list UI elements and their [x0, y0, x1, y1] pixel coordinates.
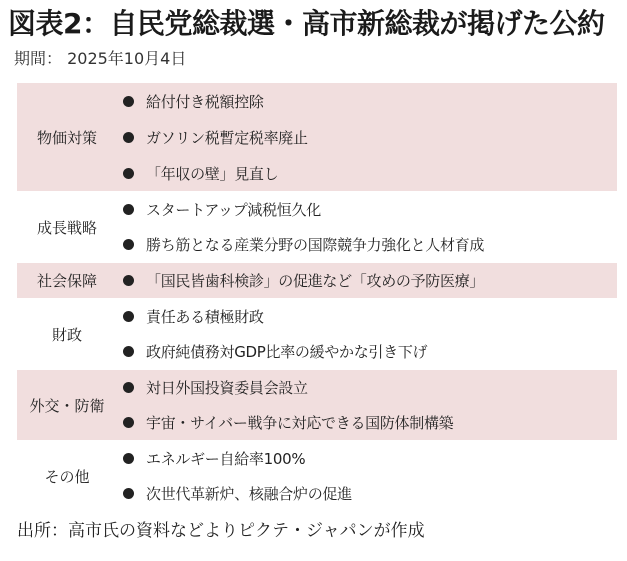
- list-item: [117, 476, 617, 511]
- list-item: [117, 405, 617, 440]
- pledge-group-fiscal: [17, 298, 617, 369]
- category-label: 物価対策: [36, 128, 97, 147]
- category-label: 社会保障: [36, 272, 97, 290]
- list-item: [117, 192, 617, 227]
- date-label: 期間： 2025年10月4日: [14, 49, 187, 68]
- bullet-icon: [123, 168, 134, 179]
- list-item: [117, 227, 617, 262]
- list-item: [117, 334, 617, 369]
- list-item: [117, 441, 617, 476]
- bullet-icon: [123, 488, 134, 499]
- pledge-list: [117, 263, 617, 298]
- bullet-icon: [123, 346, 134, 357]
- pledge-text: 勝ち筋となる産業分野の国際競争力強化と人材育成: [146, 236, 485, 254]
- pledge-text: ガソリン税暫定税率廃止: [146, 128, 308, 147]
- list-item: [117, 299, 617, 334]
- list-item: [117, 83, 617, 119]
- pledge-text: 対日外国投資委員会設立: [146, 379, 308, 397]
- pledge-group-price-measures: [17, 83, 617, 191]
- pledge-text: 「年収の壁」見直し: [146, 164, 279, 183]
- pledge-text: 次世代革新炉、核融合炉の促進: [146, 485, 352, 503]
- pledge-group-social-security: [17, 262, 617, 298]
- category-label: 財政: [51, 325, 82, 344]
- pledge-text: 責任ある積極財政: [146, 308, 264, 326]
- pledge-list: [117, 83, 617, 191]
- pledge-text: 給付付き税額控除: [146, 92, 264, 111]
- figure-title: 図表2：自民党総裁選・高市新総裁が掲げた公約: [8, 7, 605, 40]
- list-item: [117, 155, 617, 191]
- list-item: [117, 119, 617, 155]
- pledge-text: 「国民皆歯科検診」の促進など「攻めの予防医療」: [146, 272, 485, 290]
- pledge-text: 宇宙・サイバー戦争に対応できる国防体制構築: [146, 414, 454, 432]
- bullet-icon: [123, 453, 134, 464]
- bullet-icon: [123, 417, 134, 428]
- list-item: [117, 370, 617, 405]
- pledge-group-other: [17, 440, 617, 511]
- pledge-list: [117, 370, 617, 440]
- bullet-icon: [123, 311, 134, 322]
- source-note: 出所：高市氏の資料などよりピクテ・ジャパンが作成: [17, 521, 425, 541]
- bullet-icon: [123, 96, 134, 107]
- bullet-icon: [123, 204, 134, 215]
- pledge-group-growth-strategy: [17, 191, 617, 262]
- category-label: 成長戦略: [36, 218, 97, 237]
- pledge-group-diplomacy-defense: [17, 369, 617, 440]
- bullet-icon: [123, 275, 134, 286]
- pledge-table: [17, 83, 617, 511]
- category-label: 外交・防衛: [29, 396, 105, 415]
- bullet-icon: [123, 132, 134, 143]
- bullet-icon: [123, 382, 134, 393]
- pledge-list: [117, 441, 617, 511]
- pledge-text: 政府純債務対GDP比率の緩やかな引き下げ: [146, 343, 428, 361]
- category-label: その他: [44, 467, 90, 486]
- pledge-text: スタートアップ減税恒久化: [146, 201, 321, 219]
- pledge-list: [117, 192, 617, 262]
- pledge-list: [117, 299, 617, 369]
- bullet-icon: [123, 239, 134, 250]
- pledge-text: エネルギー自給率100%: [146, 450, 306, 468]
- list-item: [117, 263, 617, 298]
